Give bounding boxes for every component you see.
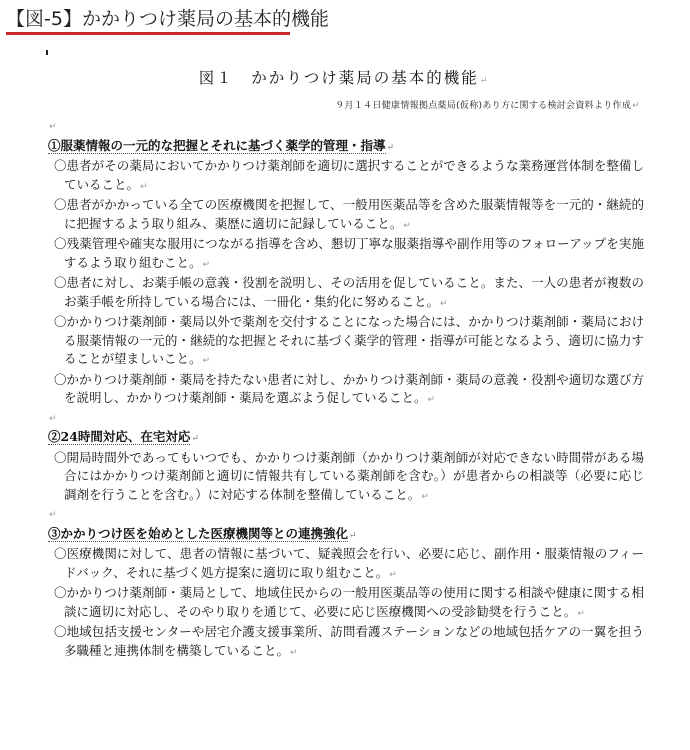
section-title-1: ①服薬情報の一元的な把握とそれに基づく薬学的管理・指導↵ bbox=[48, 137, 395, 153]
section-1-item-4: 〇患者に対し、お薬手帳の意義・役割を説明し、その活用を促していること。また、一人の患者が複数のお薬手帳を所持している場合には、一冊化・集約化に努めること。↵ bbox=[54, 275, 644, 309]
header-underline bbox=[6, 32, 290, 35]
figure-header-title: 【図-5】かかりつけ薬局の基本的機能 bbox=[6, 8, 329, 30]
section-2-item-1: 〇開局時間外であってもいつでも、かかりつけ薬剤師（かかりつけ薬剤師が対応できない時間帯がある場合にはかかりつけ薬剤師と適切に情報共有している薬剤師を含む。）が患者からの相談等（必要に応じ調剤を行うことを含む。）に対応する体制を整備していること。↵ bbox=[54, 449, 644, 502]
document-body bbox=[48, 118, 644, 662]
blank-line: ↵ bbox=[49, 122, 57, 132]
section-3-item-2: 〇かかりつけ薬剤師・薬局として、地域住民からの一般用医薬品等の使用に関する相談や健康に関する相談に適切に対応し、そのやり取りを通じて、必要に応じ医療機関への受診勧奨を行うこと。↵ bbox=[54, 585, 644, 619]
blank-line: ↵ bbox=[49, 510, 57, 520]
document-title: 図１ かかりつけ薬局の基本的機能↵ bbox=[198, 69, 490, 87]
section-1-item-3: 〇残薬管理や確実な服用につながる指導を含め、懇切丁寧な服薬指導や副作用等のフォローアップを実施するよう取り組むこと。↵ bbox=[54, 236, 644, 270]
document-frame bbox=[38, 44, 650, 736]
section-3-item-3: 〇地域包括支援センターや居宅介護支援事業所、訪問看護ステーションなどの地域包括ケアの一翼を担う多職種と連携体制を構築していること。↵ bbox=[54, 624, 644, 658]
blank-line: ↵ bbox=[49, 413, 57, 424]
section-1-item-1: 〇患者がその薬局においてかかりつけ薬剤師を適切に選択することができるような業務運営体制を整備していること。↵ bbox=[54, 158, 644, 192]
document-source-note: ９月１４日健康情報拠点薬局(仮称)あり方に関する検討会資料より作成↵ bbox=[335, 101, 640, 111]
section-title-3: ③かかりつけ医を始めとした医療機関等との連携強化↵ bbox=[48, 525, 357, 541]
section-title-2: ②24時間対応、在宅対応↵ bbox=[48, 429, 199, 444]
text-cursor-mark bbox=[46, 50, 48, 55]
section-1-item-2: 〇患者がかかっている全ての医療機関を把握して、一般用医薬品等を含めた服薬情報等を一元的・継続的に把握するよう取り組み、薬歴に適切に記録していること。↵ bbox=[54, 197, 644, 231]
section-1-item-5: 〇かかりつけ薬剤師・薬局以外で薬剤を交付することになった場合には、かかりつけ薬剤師・薬局における服薬情報の一元的・継続的な把握とそれに基づく薬学的管理・指導が可能となるよう、適切に協力することが望ましいこと。↵ bbox=[54, 314, 644, 366]
section-3-item-1: 〇医療機関に対して、患者の情報に基づいて、疑義照会を行い、必要に応じ、副作用・服薬情報のフィードバック、それに基づく処方提案に適切に取り組むこと。↵ bbox=[54, 546, 644, 580]
section-1-item-6: 〇かかりつけ薬剤師・薬局を持たない患者に対し、かかりつけ薬剤師・薬局の意義・役割や適切な選び方を説明し、かかりつけ薬剤師・薬局を選ぶよう促していること。↵ bbox=[54, 371, 644, 405]
